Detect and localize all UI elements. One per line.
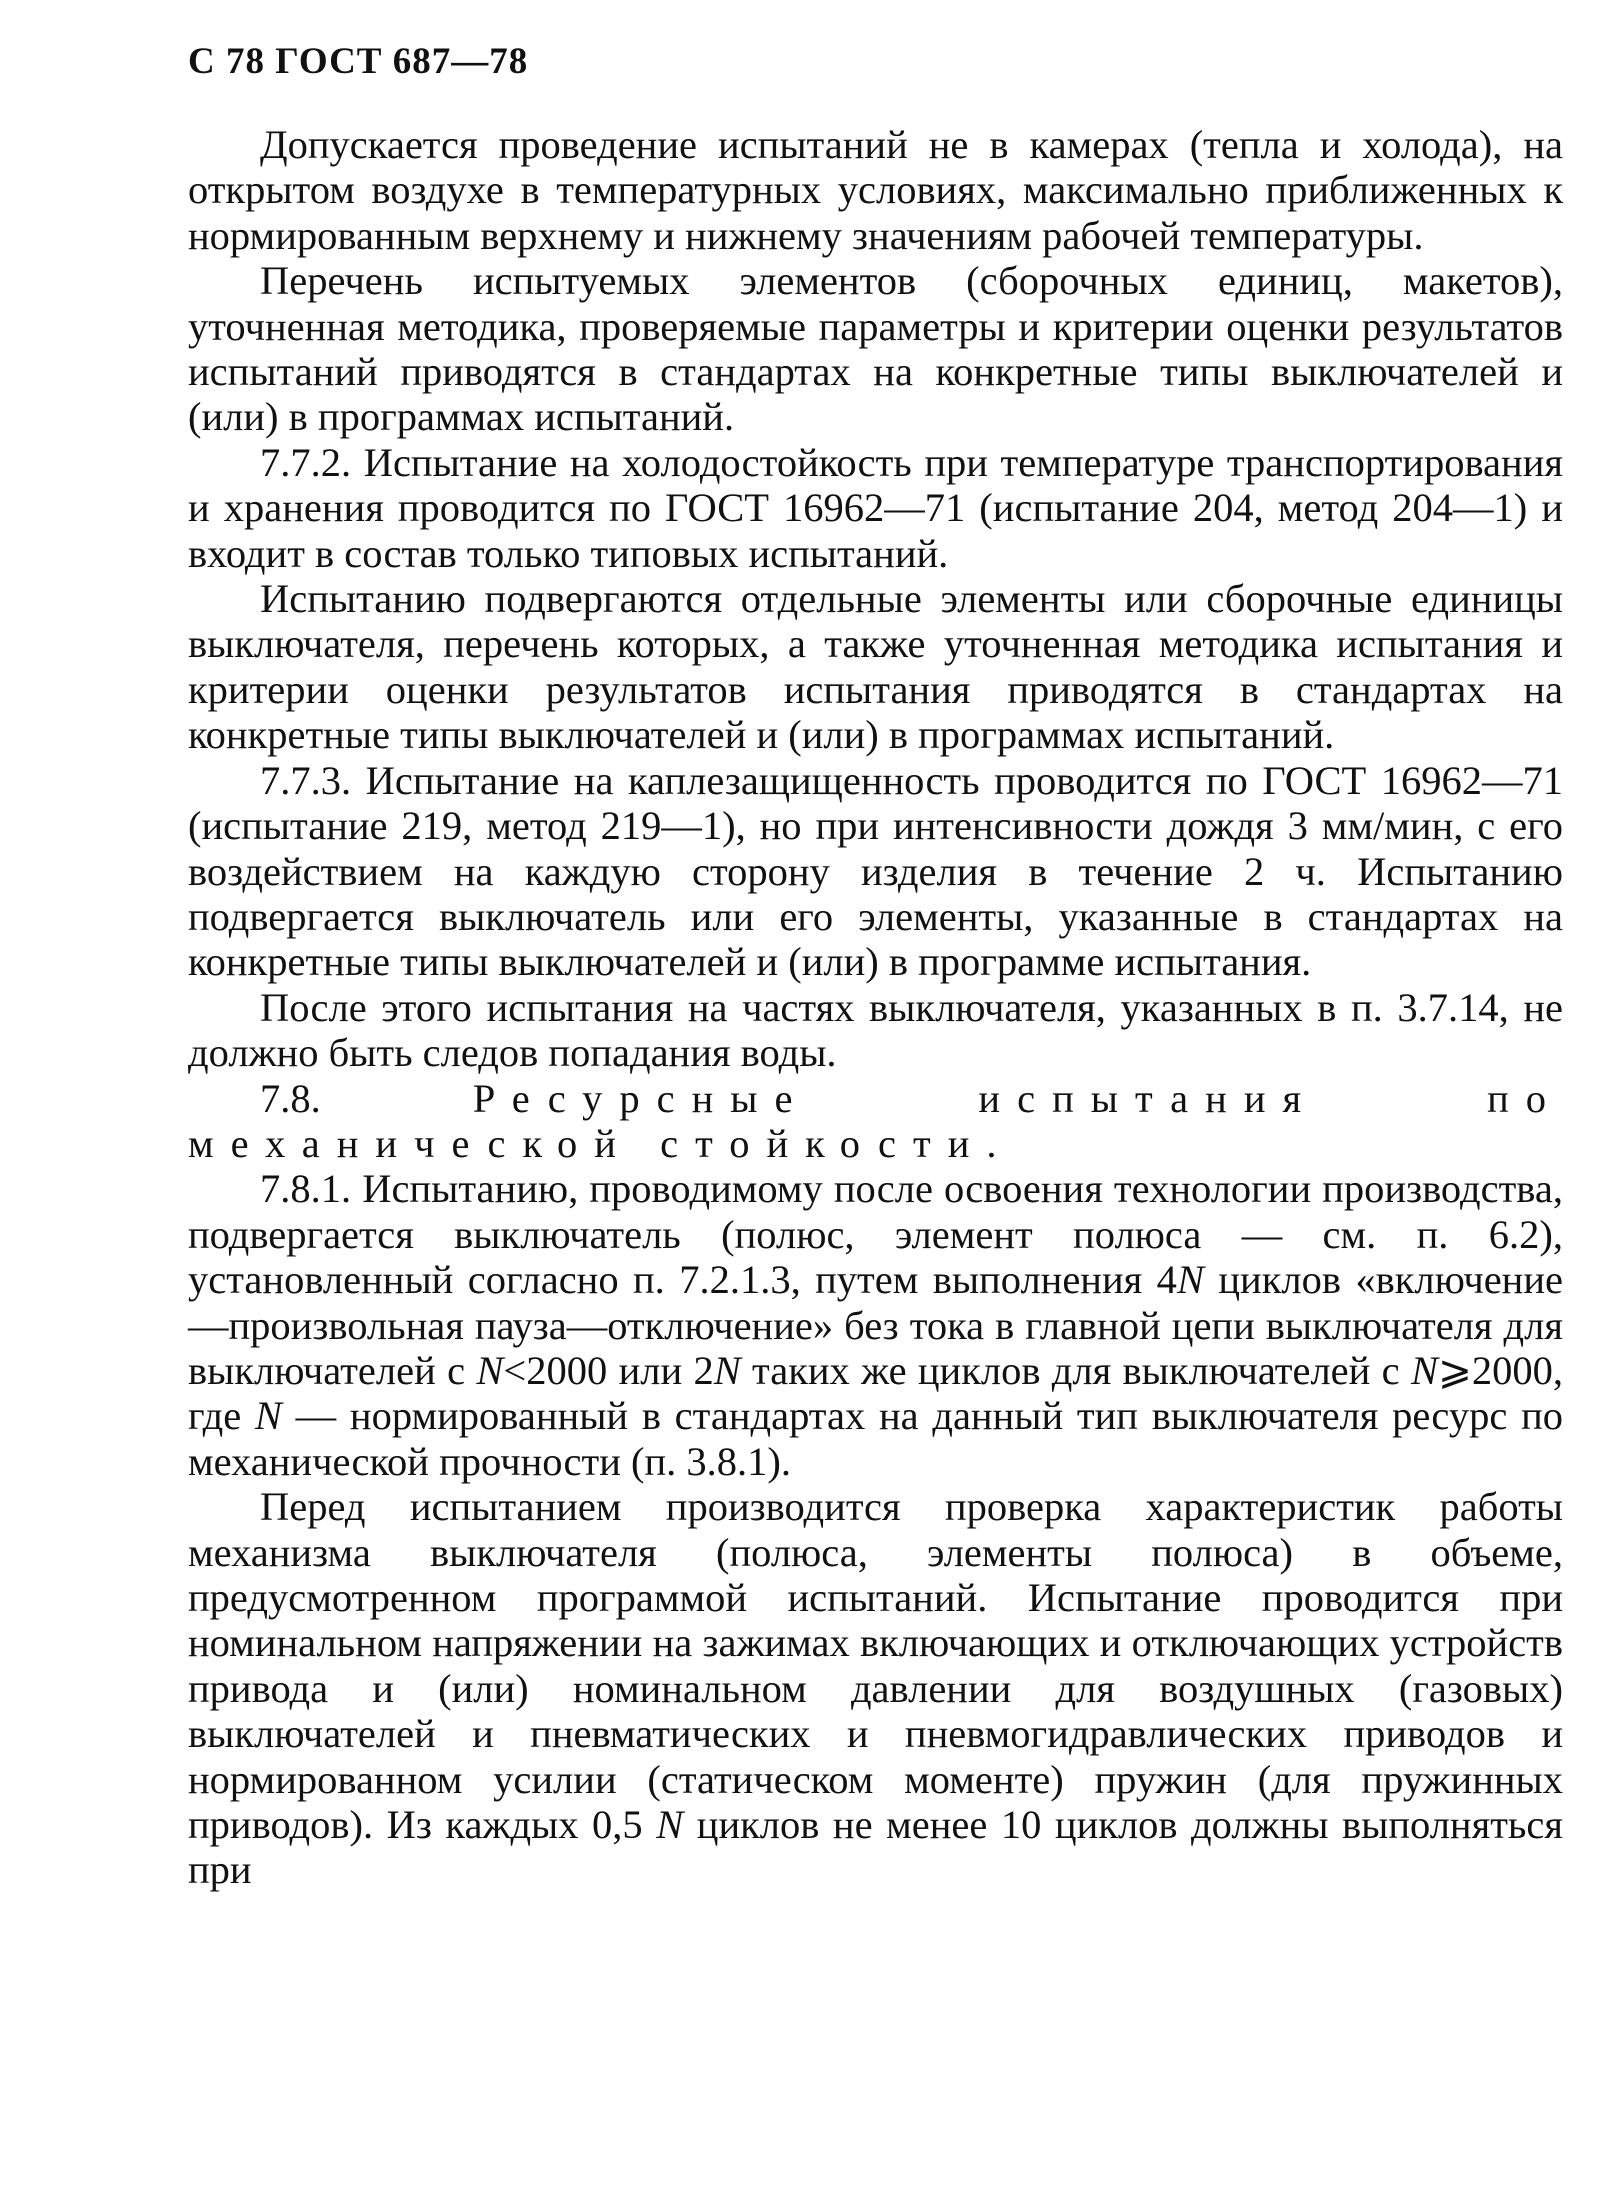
paragraph-7-8-1: 7.8.1. Испытанию, проводимому после освоения технологии производства, подвергается выключатель (полюс, элемент полюса — см. п. 6.2), установленный согласно п. 7.2.1.3, путем выполнения 4N циклов «включение—произвольная пауза—отключение» без тока в главной цепи выключателя для выключателей с N<2000 или 2N таких же циклов для выключателей с N⩾2000, где N — нормированный в стандартах на данный тип выключателя ресурс по механической прочности (п. 3.8.1). [188,1166,1564,1484]
section-number: 7.8. [260,1075,321,1121]
variable-n: N [656,1802,684,1848]
paragraph-water-traces: После этого испытания на частях выключателя, указанных в п. 3.7.14, не должно быть следов попадания воды. [188,984,1563,1076]
page-header: С 78 ГОСТ 687—78 [188,41,529,82]
variable-n: N [476,1347,504,1393]
paragraph-assembly-units: Испытанию подвергаются отдельные элементы или сборочные единицы выключателя, перечень которых, а также уточненная методика испытания и критерии оценки результатов испытания приводятся в стандартах на конкретные типы выключателей и (или) в программах испытаний. [188,576,1563,758]
paragraph-element-list: Перечень испытуемых элементов (сборочных единиц, макетов), уточненная методика, проверяемые параметры и критерии оценки результатов испытаний приводятся в стандартах на конкретные типы выключателей и (или) в программах испытаний. [188,258,1563,440]
paragraph-7-7-3: 7.7.3. Испытание на каплезащищенность проводится по ГОСТ 16962—71 (испытание 219, метод 219—1), но при интенсивности дождя 3 мм/мин, с его воздействием на каждую сторону изделия в течение 2 ч. Испытанию подвергается выключатель или его элементы, указанные в стандартах на конкретные типы выключателей и (или) в программе испытания. [188,757,1563,985]
paragraph-field-test-note: Допускается проведение испытаний не в камерах (тепла и холода), на открытом воздухе в температурных условиях, максимально приближенных к нормированным верхнему и нижнему значениям рабочей температуры. [188,122,1563,258]
variable-n: N [1410,1347,1438,1393]
paragraph-7-7-2: 7.7.2. Испытание на холодостойкость при температуре транспортирования и хранения проводится по ГОСТ 16962—71 (испытание 204, метод 204—1) и входит в состав только типовых испытаний. [188,439,1563,576]
document-body [188,122,1563,1893]
section-heading-7-8 [188,1076,1563,1167]
variable-n: N [713,1347,741,1393]
paragraph-pre-test-check: Перед испытанием производится проверка характеристик работы механизма выключателя (полюса, элементы полюса) в объеме, предусмотренном программой испытаний. Испытание проводится при номинальном напряжении на зажимах включающих и отключающих устройств привода и (или) номинальном давлении для воздушных (газовых) выключателей и пневматических и пневмогидравлических приводов и нормированном усилии (статическом моменте) пружин (для пружинных приводов). Из каждых 0,5 N циклов не менее 10 циклов должны выполняться при [188,1484,1564,1893]
variable-n: N [1176,1257,1204,1303]
variable-n: N [254,1393,282,1439]
section-title: Ресурсные испытания по механической стойкости. [188,1075,1564,1166]
